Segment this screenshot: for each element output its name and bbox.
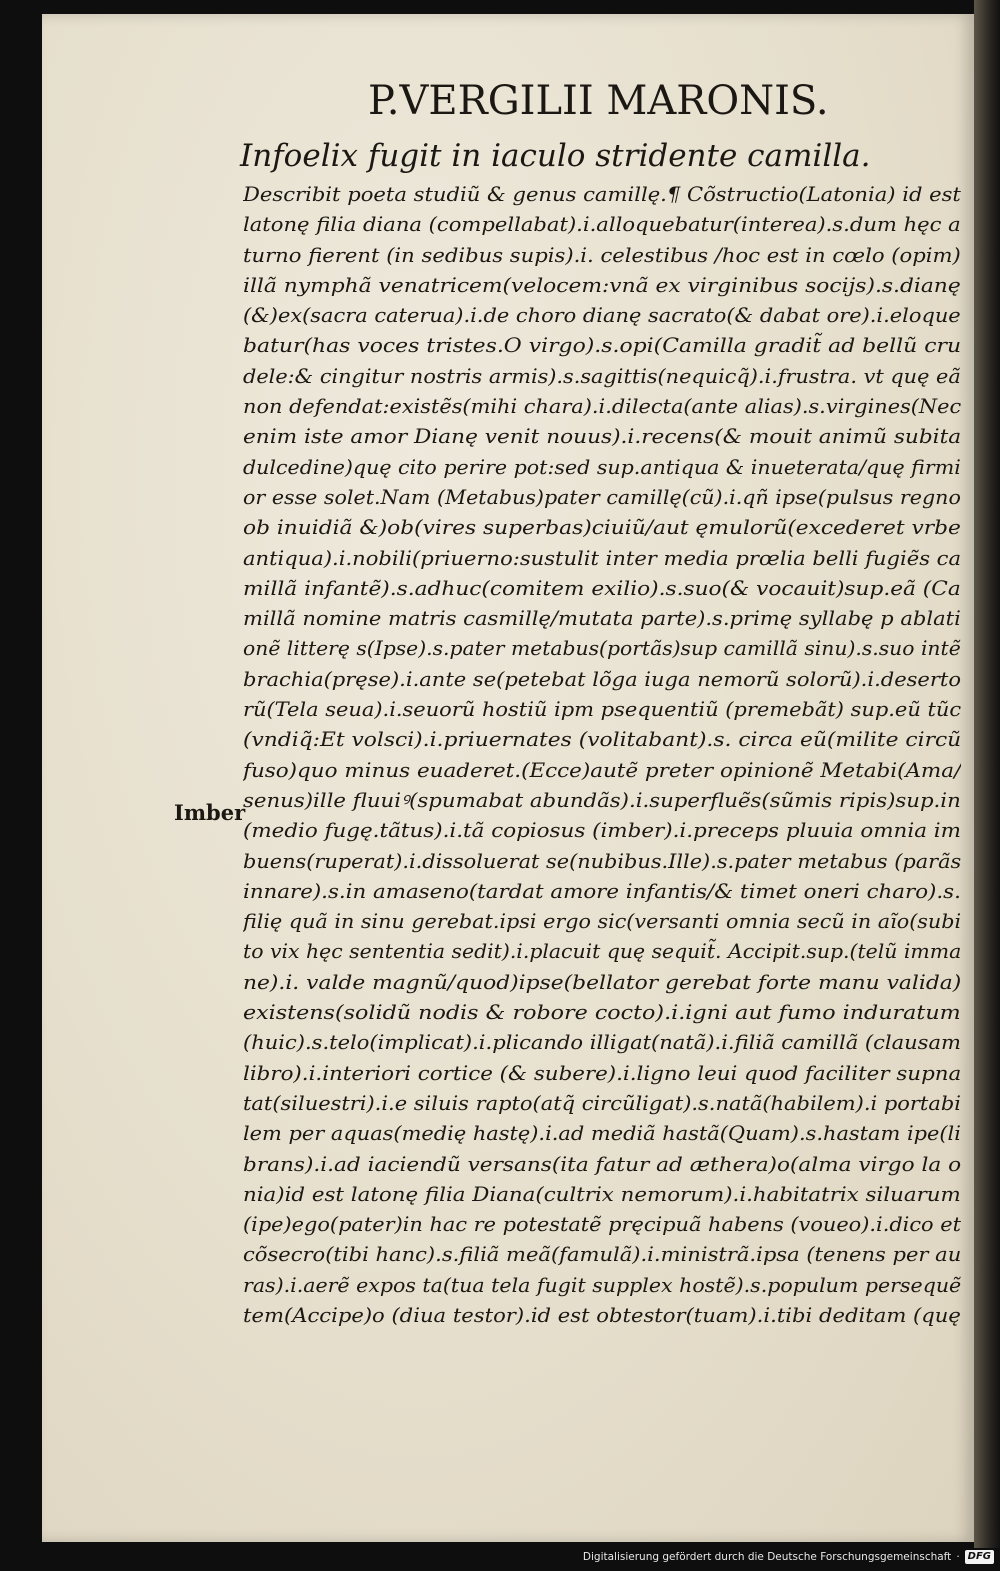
commentary-line: dele:& cingitur nostris armis).s.sagittis(nequicq̃).i.frustra. vt quę eã: [243, 364, 961, 388]
commentary-line: turno fierent (in sedibus supis).i. celestibus /hoc est in cœlo (opim): [243, 243, 961, 267]
commentary-line: (huic).s.telo(implicat).i.plicando illigat(natã).i.filiã camillã (clausam: [243, 1031, 961, 1055]
commentary-line: non defendat:existẽs(mihi chara).i.dilecta(ante alias).s.virgines(Nec: [243, 395, 961, 419]
commentary-line: ras).i.aerẽ expos ta(tua tela fugit supplex hostẽ).s.populum persequẽ: [243, 1273, 961, 1297]
commentary-line: senus)ille fluuiꝰ(spumabat abundãs).i.superfluẽs(sũmis ripis)sup.in: [243, 788, 961, 812]
commentary-line: (vndiq̃:Et volsci).i.priuernates (volitabant).s. circa eũ(milite circũ: [243, 728, 961, 752]
commentary-line: (&)ex(sacra caterua).i.de choro dianę sacrato(& dabat ore).i.eloque: [243, 304, 961, 328]
commentary-line: to vix hęc sententia sedit).i.placuit quę sequit̃. Accipit.sup.(telũ imma: [243, 940, 961, 964]
commentary-line: existens(solidũ nodis & robore cocto).i.igni aut fumo induratum: [243, 1001, 961, 1025]
commentary-line: antiqua).i.nobili(priuerno:sustulit inter media prœlia belli fugiẽs ca: [243, 546, 961, 570]
commentary-line: fuso)quo minus euaderet.(Ecce)autẽ preter opinionẽ Metabi(Ama/: [243, 758, 961, 782]
commentary-line: brans).i.ad iaciendũ versans(ita fatur ad æthera)o(alma virgo la o: [243, 1152, 961, 1176]
commentary-line: lem per aquas(medię hastę).i.ad mediã hastã(Quam).s.hastam ipe(li: [243, 1122, 961, 1146]
commentary-line: latonę filia diana (compellabat).i.alloquebatur(interea).s.dum hęc a: [243, 213, 961, 237]
commentary-line: (ipe)ego(pater)in hac re potestatẽ pręcipuã habens (voueo).i.dico et: [243, 1213, 961, 1237]
footer-text: Digitalisierung gefördert durch die Deutsche Forschungsgemeinschaft: [582, 1551, 952, 1563]
commentary-line: cõsecro(tibi hanc).s.filiã meã(famulã).i.ministrã.ipsa (tenens per au: [243, 1243, 961, 1267]
commentary-line: illã nymphã venatricem(velocem:vnã ex virginibus socijs).s.dianę: [243, 273, 961, 297]
commentary-line: onẽ litterę s(Ipse).s.pater metabus(portãs)sup camillã sinu).s.suo intẽ: [243, 637, 961, 661]
commentary-line: buens(ruperat).i.dissoluerat se(nubibus.Ille).s.pater metabus (parãs: [243, 849, 961, 873]
commentary-line: libro).i.interiori cortice (& subere).i.ligno leui quod faciliter supna: [243, 1061, 961, 1085]
commentary-line: ne).i. valde magnũ/quod)ipse(bellator gerebat forte manu valida): [243, 970, 961, 994]
commentary-line: or esse solet.Nam (Metabus)pater camillę(cũ).i.qñ ipse(pulsus regno: [243, 485, 961, 509]
book-spine: [974, 0, 1000, 1548]
commentary-line: millã infantẽ).s.adhuc(comitem exilio).s.suo(& vocauit)sup.eã (Ca: [243, 576, 961, 600]
margin-note: Imber: [174, 800, 246, 825]
commentary-line: batur(has voces tristes.O virgo).s.opi(Camilla gradit̃ ad bellũ cru: [243, 334, 961, 358]
commentary-text: [243, 180, 961, 1331]
verse-line: Infoelix fugit in iaculo stridente camilla.: [240, 138, 871, 174]
commentary-line: tat(siluestri).i.e siluis rapto(atq̃ circũligat).s.natã(habilem).i portabi: [243, 1091, 961, 1115]
commentary-line: dulcedine)quę cito perire pot:sed sup.antiqua & inueterata/quę firmi: [243, 455, 961, 479]
commentary-line: tem(Accipe)o (diua testor).id est obtestor(tuam).i.tibi deditam (quę: [243, 1303, 961, 1327]
digitization-footer: Digitalisierung gefördert durch die Deutsche Forschungsgemeinschaft · DFG: [583, 1550, 994, 1564]
running-head: P.VERGILII MARONIS.: [368, 78, 829, 124]
commentary-line: innare).s.in amaseno(tardat amore infantis/& timet oneri charo).s.: [243, 879, 961, 903]
commentary-line: Describit poeta studiũ & genus camillę.¶ Cõstructio(Latonia) id est: [243, 183, 961, 206]
commentary-line: brachia(pręse).i.ante se(petebat lõga iuga nemorũ solorũ).i.deserto: [243, 667, 961, 691]
commentary-line: nia)id est latonę filia Diana(cultrix nemorum).i.habitatrix siluarum: [243, 1182, 961, 1206]
commentary-line: filię quã in sinu gerebat.ipsi ergo sic(versanti omnia secũ in aĩo(subi: [243, 910, 961, 934]
commentary-line: (medio fugę.tãtus).i.tã copiosus (imber).i.preceps pluuia omnia im: [243, 819, 961, 843]
dfg-logo: DFG: [965, 1550, 994, 1564]
commentary-line: rũ(Tela seua).i.seuorũ hostiũ ipm psequentiũ (premebãt) sup.eũ tũc: [243, 698, 961, 722]
commentary-line: enim iste amor Dianę venit nouus).i.recens(& mouit animũ subita: [243, 425, 961, 449]
commentary-line: ob inuidiã &)ob(vires superbas)ciuiũ/aut ęmulorũ(excederet vrbe: [243, 516, 961, 540]
commentary-line: millã nomine matris casmillę/mutata parte).s.primę syllabę p ablati: [243, 607, 961, 631]
